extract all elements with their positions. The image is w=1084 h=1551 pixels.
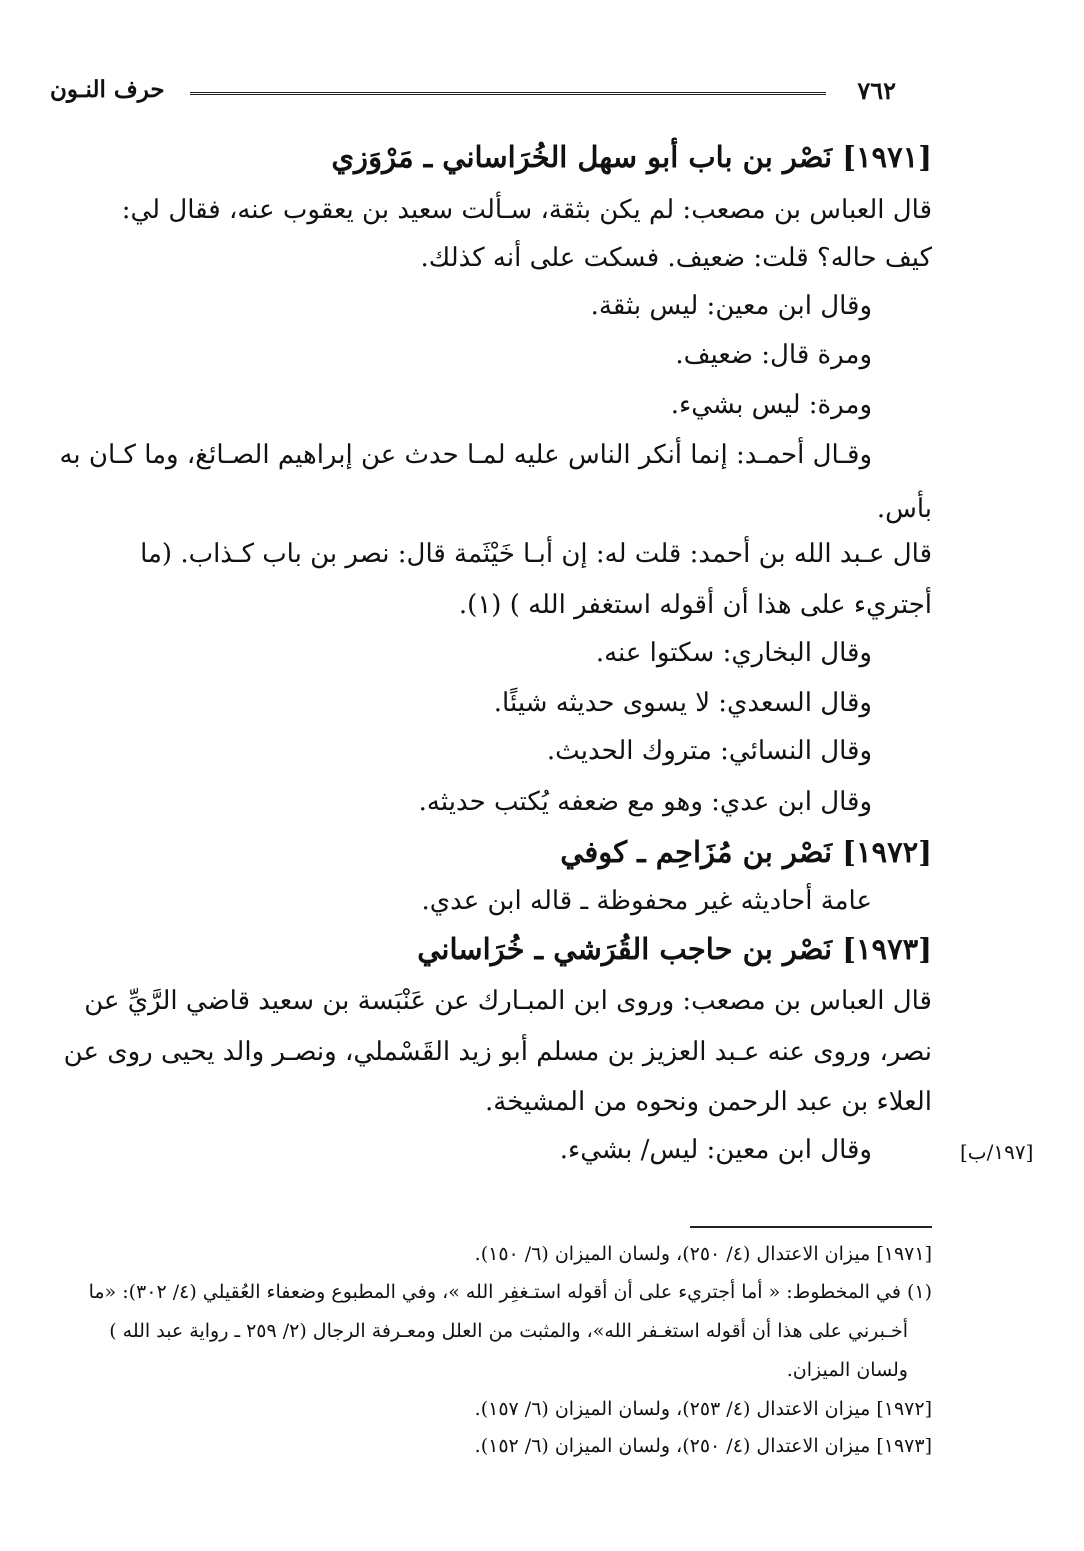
body-line: أجتريء على هذا أن أقوله استغفر الله ) (١). xyxy=(458,590,932,620)
body-line: ومرة قال: ضعيف. xyxy=(675,340,872,370)
body-line: عامة أحاديثه غير محفوظة ـ قاله ابن عدي. xyxy=(421,886,872,916)
running-header xyxy=(50,76,896,110)
body-line: بأس. xyxy=(876,494,932,524)
entry-heading-1973: [١٩٧٣] نَصْر بن حاجب القُرَشي ـ خُرَاساني xyxy=(417,932,932,966)
body-line: وقال النسائي: متروك الحديث. xyxy=(546,736,872,766)
footnote-separator xyxy=(690,1226,932,1228)
page-number: ٧٦٢ xyxy=(857,76,896,105)
manuscript-folio-ref: [١٩٧/ب] xyxy=(960,1140,1034,1164)
body-line: وقـال أحمـد: إنما أنكر الناس عليه لمـا حدث عن إبراهيم الصـائغ، وما كـان به xyxy=(59,440,872,470)
body-line: ومرة: ليس بشيء. xyxy=(670,390,872,420)
body-line: وقال ابن معين: ليس/ بشيء. xyxy=(559,1135,872,1165)
body-line: نصر، وروى عنه عـبد العزيز بن مسلم أبو زيد القَسْملي، ونصـر والد يحيى روى عن xyxy=(63,1037,932,1067)
body-line: قال عـبد الله بن أحمد: قلت له: إن أبـا خَيْثَمة قال: نصر بن باب كـذاب. (ما xyxy=(140,539,932,569)
body-line: كيف حاله؟ قلت: ضعيف. فسكت على أنه كذلك. xyxy=(420,243,932,273)
footnote: [١٩٧١] ميزان الاعتدال (٤/ ٢٥٠)، ولسان الميزان (٦/ ١٥٠). xyxy=(474,1243,932,1265)
chapter-title: حرف النـون xyxy=(50,76,165,103)
body-line: قال العباس بن مصعب: وروى ابن المبـارك عن عَنْبَسة بن سعيد قاضي الرَّيِّ عن xyxy=(84,986,932,1016)
body-line: وقال السعدي: لا يسوى حديثه شيئًا. xyxy=(493,688,872,718)
entry-heading-1971: [١٩٧١] نَصْر بن باب أبو سهل الخُرَاساني ـ مَرْوَزي xyxy=(331,140,932,174)
footnote: [١٩٧٣] ميزان الاعتدال (٤/ ٢٥٠)، ولسان الميزان (٦/ ١٥٢). xyxy=(474,1435,932,1457)
body-line: قال العباس بن مصعب: لم يكن بثقة، سـألت سعيد بن يعقوب عنه، فقال لي: xyxy=(121,195,932,225)
body-line: وقال البخاري: سكتوا عنه. xyxy=(595,638,872,668)
body-line: العلاء بن عبد الرحمن ونحوه من المشيخة. xyxy=(485,1087,932,1117)
body-line: وقال ابن عدي: وهو مع ضعفه يُكتب حديثه. xyxy=(418,787,872,817)
entry-heading-1972: [١٩٧٢] نَصْر بن مُزَاحِم ـ كوفي xyxy=(560,835,932,869)
body-line: وقال ابن معين: ليس بثقة. xyxy=(590,291,872,321)
footnote: ولسان الميزان. xyxy=(786,1359,908,1381)
header-rule xyxy=(190,92,826,95)
footnote: أخـبرني على هذا أن أقوله استغـفر الله»، والمثبت من العلل ومعـرفة الرجال (٢/ ٢٥٩ ـ رواية عبد الله ) xyxy=(109,1320,908,1342)
footnote: [١٩٧٢] ميزان الاعتدال (٤/ ٢٥٣)، ولسان الميزان (٦/ ١٥٧). xyxy=(474,1398,932,1420)
footnote: (١) في المخطوط: « أما أجتريء على أن أقوله استـغفِر الله »، وفي المطبوع وضعفاء العُقيلي (٤/ ٣٠٢): «ما xyxy=(88,1281,932,1303)
